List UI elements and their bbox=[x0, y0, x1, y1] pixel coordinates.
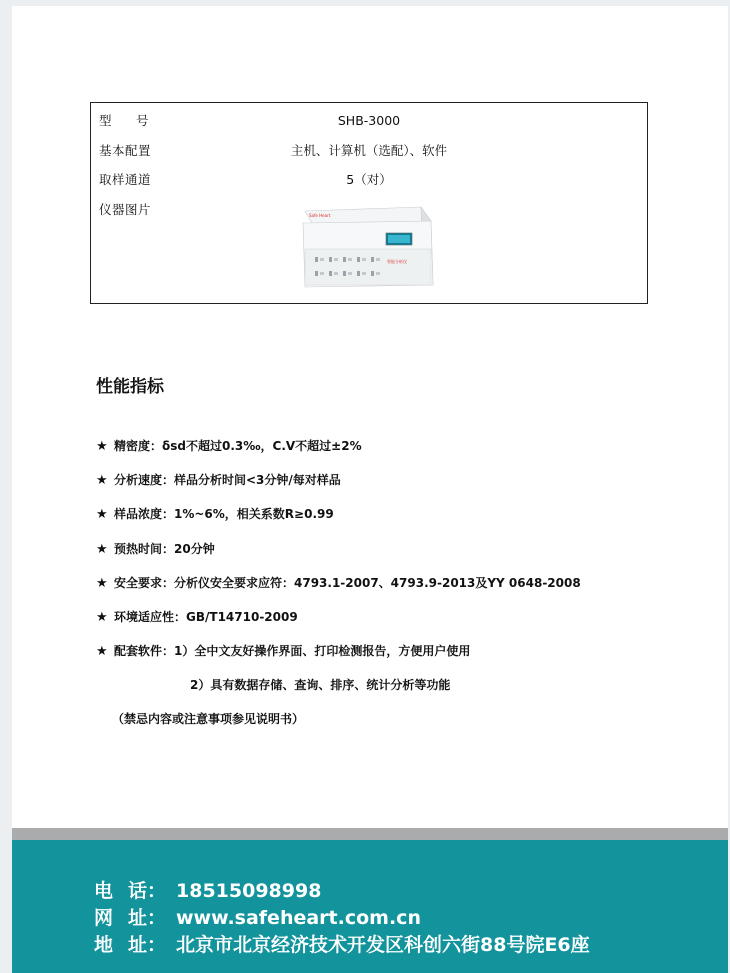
star-icon: ★ bbox=[96, 644, 108, 659]
instrument-image bbox=[299, 199, 435, 295]
spec-label-model: 型 号 bbox=[99, 113, 149, 128]
usage-note: （禁忌内容或注意事项参见说明书） bbox=[112, 712, 305, 726]
device-name-text: 智能分析仪 bbox=[387, 259, 407, 264]
spec-label-channel: 取样通道 bbox=[99, 172, 152, 187]
spec-value-channel: 5（对） bbox=[346, 172, 392, 187]
perf-item-2: ★ 分析速度：样品分析时间<3分钟/每对样品 bbox=[96, 473, 341, 488]
spec-table bbox=[90, 102, 648, 304]
perf-item-5: ★ 安全要求：分析仪安全要求应符：4793.1-2007、4793.9-2013及YY 0648-2008 bbox=[96, 576, 581, 591]
device-brand-text: Safe Heart bbox=[309, 213, 331, 218]
spec-label-config: 基本配置 bbox=[99, 143, 152, 158]
spec-value-config: 主机、计算机（选配）、软件 bbox=[290, 143, 448, 158]
contact-phone: 电 话： 18515098998 bbox=[94, 880, 322, 902]
perf-item-7: ★ 配套软件：1）全中文友好操作界面、打印检测报告，方便用户使用 bbox=[96, 644, 471, 659]
performance-title: 性能指标 bbox=[96, 377, 164, 397]
spec-value-model: SHB-3000 bbox=[337, 113, 401, 128]
star-icon: ★ bbox=[96, 576, 108, 591]
footer-band bbox=[12, 828, 728, 840]
spec-row-model bbox=[91, 111, 647, 131]
perf-item-4: ★ 预热时间：20分钟 bbox=[96, 542, 215, 557]
spec-row-config bbox=[91, 141, 647, 161]
spec-label-photo: 仪器图片 bbox=[99, 202, 152, 217]
star-icon: ★ bbox=[96, 507, 108, 522]
star-icon: ★ bbox=[96, 610, 108, 625]
perf-item-6: ★ 环境适应性：GB/T14710-2009 bbox=[96, 610, 298, 625]
contact-website: 网 址： www.safeheart.com.cn bbox=[94, 907, 421, 929]
contact-address: 地 址： 北京市北京经济技术开发区科创六街88号院E6座 bbox=[94, 934, 590, 956]
perf-item-1: ★ 精密度：δsd不超过0.3‰，C.V不超过±2% bbox=[96, 439, 362, 454]
star-icon: ★ bbox=[96, 473, 108, 488]
document-page bbox=[12, 6, 728, 973]
perf-item-7-continuation: 2）具有数据存储、查询、排序、统计分析等功能 bbox=[190, 678, 451, 692]
spec-row-channel bbox=[91, 170, 647, 190]
perf-item-3: ★ 样品浓度：1%~6%，相关系数R≥0.99 bbox=[96, 507, 334, 522]
star-icon: ★ bbox=[96, 439, 108, 454]
contact-footer bbox=[12, 840, 728, 973]
star-icon: ★ bbox=[96, 542, 108, 557]
